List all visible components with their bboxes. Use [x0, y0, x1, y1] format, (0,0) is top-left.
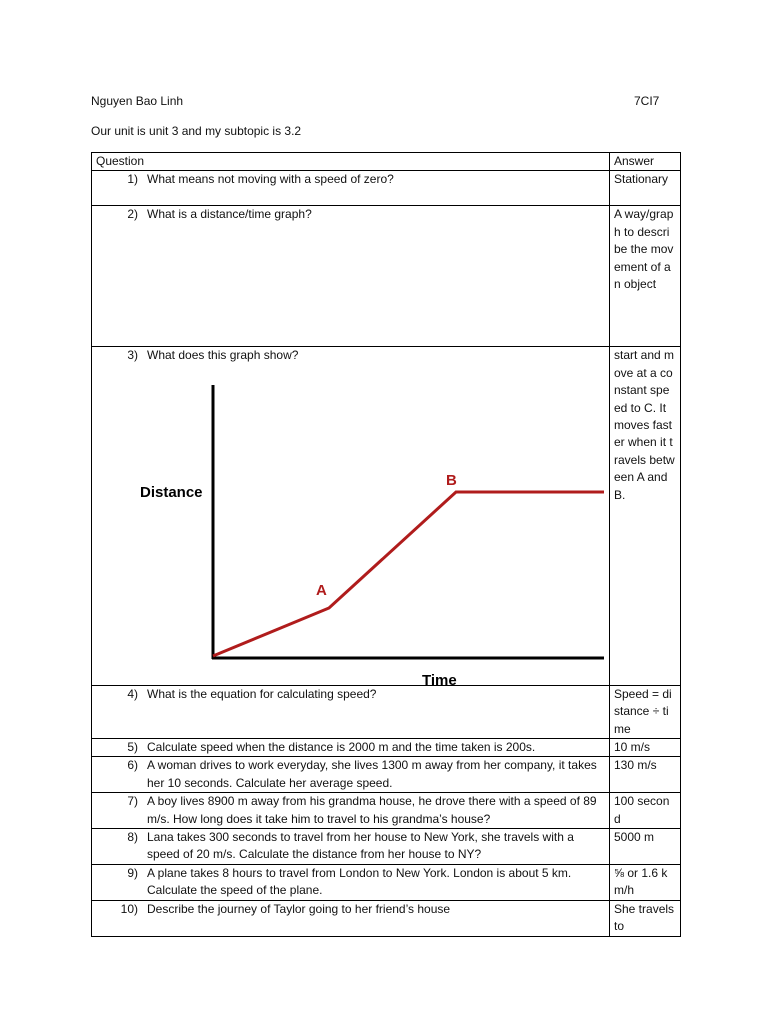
question-cell	[92, 793, 610, 829]
question-text: A plane takes 8 hours to travel from London to New York. London is about 5 km. Calculate the speed of the plane.	[147, 865, 572, 898]
answer-cell: Speed = distance ÷ time	[610, 685, 681, 738]
answer-cell: 10 m/s	[610, 739, 681, 757]
table-row	[92, 829, 681, 865]
question-text: Lana takes 300 seconds to travel from her house to New York, she travels with a speed of 20 m/s. Calculate the distance from her house to NY?	[147, 830, 574, 862]
point-b-label: B	[446, 471, 457, 489]
table-row	[92, 864, 681, 900]
answer-cell: 130 m/s	[610, 757, 681, 793]
table-row	[92, 347, 681, 685]
question-text: What means not moving with a speed of zero?	[147, 172, 394, 187]
question-number: 4)	[127, 686, 138, 701]
question-answer-table	[91, 152, 681, 937]
question-text: Calculate speed when the distance is 2000 m and the time taken is 200s.	[147, 740, 536, 755]
header-answer: Answer	[610, 153, 681, 171]
question-text: A boy lives 8900 m away from his grandma house, he drove there with a speed of 89 m/s. How long does it take him to travel to his grandma’s house?	[147, 794, 597, 826]
answer-cell: 5000 m	[610, 829, 681, 865]
answer-cell: Stationary	[610, 171, 681, 206]
question-number: 5)	[127, 740, 138, 755]
table-row	[92, 900, 681, 936]
question-cell	[92, 864, 610, 900]
question-number: 6)	[127, 758, 138, 773]
question-cell	[92, 829, 610, 865]
table-row	[92, 739, 681, 757]
question-text: A woman drives to work everyday, she lives 1300 m away from her company, it takes her 10 seconds. Calculate her average speed.	[147, 758, 597, 790]
answer-cell: A way/graph to describe the movement of an object	[610, 206, 681, 347]
question-text: What is the equation for calculating speed?	[147, 686, 377, 701]
question-cell	[92, 685, 610, 738]
point-a-label: A	[316, 581, 327, 599]
question-number: 10)	[120, 901, 138, 916]
question-cell	[92, 347, 610, 685]
student-name: Nguyen Bao Linh	[91, 94, 184, 108]
answer-cell: ⅝ or 1.6 km/h	[610, 864, 681, 900]
question-number: 9)	[127, 865, 138, 880]
answer-cell: start and move at a constant speed to C. It moves faster when it travels between A and B.	[610, 347, 681, 685]
graph-line	[213, 492, 604, 656]
question-cell	[92, 900, 610, 936]
table-row	[92, 171, 681, 206]
question-number: 3)	[127, 348, 138, 363]
question-cell	[92, 757, 610, 793]
subtopic-line: Our unit is unit 3 and my subtopic is 3.2	[91, 124, 302, 138]
distance-time-graph	[92, 365, 610, 685]
question-cell	[92, 171, 610, 206]
y-axis-label: Distance	[140, 483, 203, 501]
question-cell	[92, 206, 610, 347]
question-number: 1)	[127, 172, 138, 187]
answer-cell: She travels to	[610, 900, 681, 936]
x-axis-label: Time	[422, 671, 457, 685]
question-number: 2)	[127, 207, 138, 222]
table-row	[92, 793, 681, 829]
question-number: 8)	[127, 830, 138, 845]
question-text: What does this graph show?	[147, 348, 299, 363]
question-cell	[92, 739, 610, 757]
header-question: Question	[92, 153, 610, 171]
table-header-row	[92, 153, 681, 171]
graph-svg	[92, 365, 610, 685]
question-text: What is a distance/time graph?	[147, 207, 312, 222]
class-code: 7CI7	[634, 94, 660, 108]
table-row	[92, 206, 681, 347]
table-row	[92, 685, 681, 738]
question-number: 7)	[127, 794, 138, 809]
table-row	[92, 757, 681, 793]
answer-cell: 100 second	[610, 793, 681, 829]
question-text: Describe the journey of Taylor going to her friend’s house	[147, 901, 451, 916]
